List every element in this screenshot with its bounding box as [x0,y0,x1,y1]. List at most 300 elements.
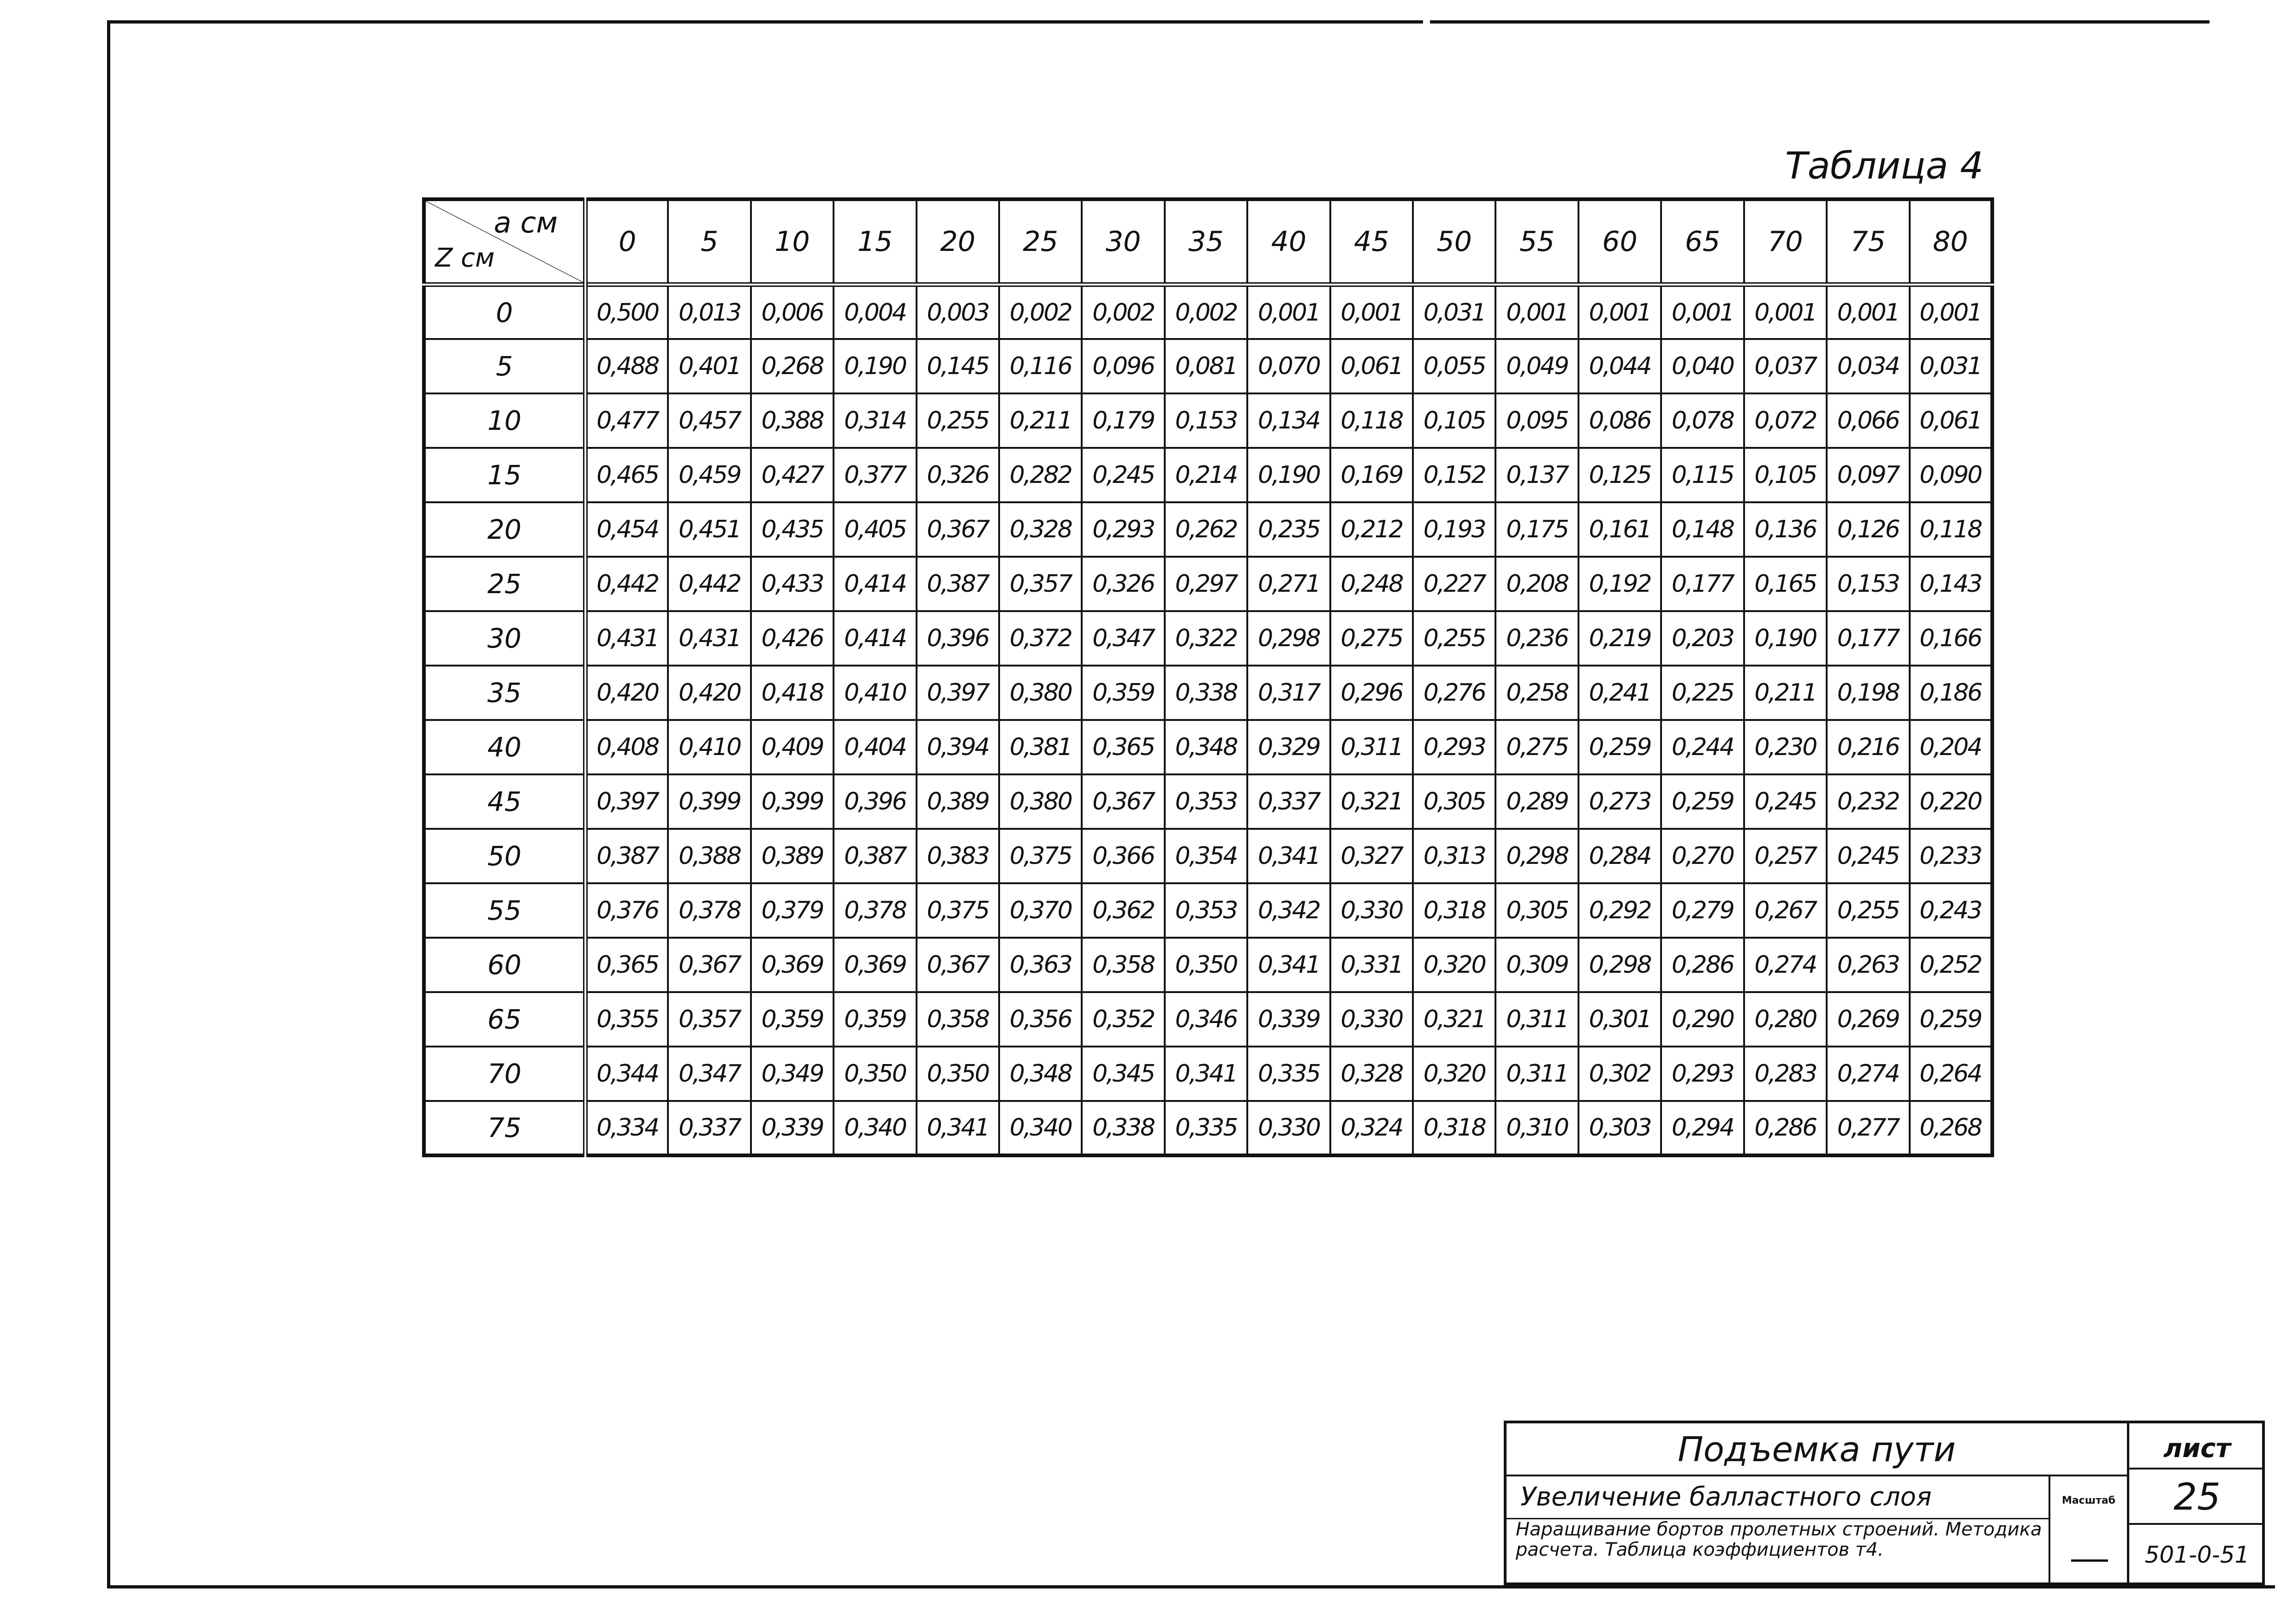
column-header: 35 [1165,199,1247,285]
table-cell: 0,276 [1413,666,1495,720]
table-label: Таблица 4 [1785,144,1983,187]
table-cell: 0,387 [585,829,668,883]
table-cell: 0,271 [1247,557,1330,611]
table-cell: 0,380 [999,774,1082,829]
table-cell: 0,389 [917,774,999,829]
row-header: 50 [424,829,585,883]
sheet-number: 25 [2129,1469,2265,1525]
table-cell: 0,329 [1247,720,1330,774]
table-cell: 0,311 [1495,1047,1578,1101]
table-row [424,557,1992,611]
table-cell: 0,353 [1165,883,1247,938]
table-cell: 0,340 [999,1101,1082,1155]
table-cell: 0,282 [999,448,1082,502]
table-cell: 0,055 [1413,339,1495,393]
table-cell: 0,408 [585,720,668,774]
table-cell: 0,442 [585,557,668,611]
table-cell: 0,275 [1495,720,1578,774]
table-cell: 0,317 [1247,666,1330,720]
column-header: 65 [1661,199,1744,285]
table-cell: 0,001 [1578,285,1661,339]
table-cell: 0,177 [1661,557,1744,611]
table-cell: 0,095 [1495,393,1578,448]
column-header: 45 [1330,199,1413,285]
table-cell: 0,321 [1330,774,1413,829]
frame-left-line [107,20,110,1588]
table-cell: 0,311 [1330,720,1413,774]
table-cell: 0,255 [1413,611,1495,666]
table-cell: 0,097 [1827,448,1909,502]
table-cell: 0,161 [1578,502,1661,557]
column-header: 5 [668,199,750,285]
table-cell: 0,274 [1744,938,1827,992]
table-cell: 0,381 [999,720,1082,774]
table-cell: 0,090 [1910,448,1993,502]
table-cell: 0,369 [751,938,834,992]
table-cell: 0,399 [751,774,834,829]
table-cell: 0,002 [999,285,1082,339]
table-cell: 0,418 [751,666,834,720]
title-block-sheet-cell [2129,1423,2265,1585]
table-cell: 0,070 [1247,339,1330,393]
table-cell: 0,326 [1082,557,1164,611]
table-cell: 0,367 [917,502,999,557]
table-cell: 0,320 [1413,938,1495,992]
table-cell: 0,136 [1744,502,1827,557]
table-cell: 0,310 [1495,1101,1578,1155]
title-block-description: Наращивание бортов пролетных строений. Методика расчета. Таблица коэффициентов т4. [1516,1519,2042,1560]
table-row [424,829,1992,883]
table-cell: 0,061 [1330,339,1413,393]
table-cell: 0,378 [668,883,750,938]
table-cell: 0,268 [751,339,834,393]
row-header: 25 [424,557,585,611]
table-cell: 0,214 [1165,448,1247,502]
table-cell: 0,353 [1165,774,1247,829]
table-row [424,774,1992,829]
column-header: 70 [1744,199,1827,285]
table-cell: 0,375 [999,829,1082,883]
table-cell: 0,330 [1247,1101,1330,1155]
table-cell: 0,341 [1247,829,1330,883]
table-cell: 0,257 [1744,829,1827,883]
table-cell: 0,219 [1578,611,1661,666]
scale-dash [2071,1559,2108,1562]
table-cell: 0,366 [1082,829,1164,883]
table-cell: 0,303 [1578,1101,1661,1155]
table-cell: 0,177 [1827,611,1909,666]
document-code: 501-0-51 [2144,1541,2250,1568]
table-cell: 0,004 [834,285,916,339]
table-cell: 0,334 [585,1101,668,1155]
table-cell: 0,433 [751,557,834,611]
table-cell: 0,280 [1744,992,1827,1047]
column-header: 0 [585,199,668,285]
table-cell: 0,031 [1413,285,1495,339]
table-cell: 0,001 [1744,285,1827,339]
table-cell: 0,125 [1578,448,1661,502]
column-header: 10 [751,199,834,285]
table-cell: 0,190 [1247,448,1330,502]
table-cell: 0,034 [1827,339,1909,393]
table-cell: 0,286 [1744,1101,1827,1155]
table-cell: 0,327 [1330,829,1413,883]
table-cell: 0,204 [1910,720,1993,774]
table-cell: 0,431 [668,611,750,666]
table-cell: 0,220 [1910,774,1993,829]
table-cell: 0,404 [834,720,916,774]
frame-bottom-line [107,1585,2275,1588]
column-header: 75 [1827,199,1909,285]
table-cell: 0,190 [1744,611,1827,666]
table-cell: 0,394 [917,720,999,774]
table-cell: 0,153 [1827,557,1909,611]
table-cell: 0,096 [1082,339,1164,393]
table-cell: 0,198 [1827,666,1909,720]
table-cell: 0,233 [1910,829,1993,883]
table-cell: 0,245 [1082,448,1164,502]
column-header: 15 [834,199,916,285]
table-cell: 0,387 [834,829,916,883]
table-row [424,992,1992,1047]
row-header: 35 [424,666,585,720]
table-cell: 0,286 [1661,938,1744,992]
table-cell: 0,001 [1910,285,1993,339]
table-cell: 0,410 [668,720,750,774]
table-cell: 0,335 [1247,1047,1330,1101]
table-cell: 0,355 [585,992,668,1047]
table-cell: 0,118 [1910,502,1993,557]
table-cell: 0,298 [1495,829,1578,883]
table-cell: 0,078 [1661,393,1744,448]
table-cell: 0,001 [1827,285,1909,339]
table-cell: 0,279 [1661,883,1744,938]
table-cell: 0,245 [1827,829,1909,883]
table-cell: 0,115 [1661,448,1744,502]
table-cell: 0,365 [1082,720,1164,774]
column-header: 20 [917,199,999,285]
table-cell: 0,341 [1247,938,1330,992]
table-cell: 0,293 [1413,720,1495,774]
table-cell: 0,166 [1910,611,1993,666]
table-cell: 0,352 [1082,992,1164,1047]
table-cell: 0,274 [1827,1047,1909,1101]
row-header: 60 [424,938,585,992]
table-cell: 0,348 [1165,720,1247,774]
table-cell: 0,269 [1827,992,1909,1047]
table-cell: 0,346 [1165,992,1247,1047]
table-cell: 0,477 [585,393,668,448]
row-header: 65 [424,992,585,1047]
table-cell: 0,263 [1827,938,1909,992]
table-cell: 0,401 [668,339,750,393]
coefficient-table [422,197,1994,1157]
table-cell: 0,259 [1578,720,1661,774]
table-cell: 0,354 [1165,829,1247,883]
row-header: 55 [424,883,585,938]
table-cell: 0,322 [1165,611,1247,666]
table-cell: 0,359 [751,992,834,1047]
row-header: 10 [424,393,585,448]
row-header: 75 [424,1101,585,1155]
table-cell: 0,118 [1330,393,1413,448]
table-cell: 0,350 [917,1047,999,1101]
table-cell: 0,370 [999,883,1082,938]
column-header: 25 [999,199,1082,285]
table-cell: 0,500 [585,285,668,339]
table-cell: 0,324 [1330,1101,1413,1155]
table-cell: 0,340 [834,1101,916,1155]
table-cell: 0,211 [999,393,1082,448]
table-cell: 0,296 [1330,666,1413,720]
table-cell: 0,006 [751,285,834,339]
table-cell: 0,284 [1578,829,1661,883]
table-cell: 0,347 [668,1047,750,1101]
table-cell: 0,339 [751,1101,834,1155]
table-cell: 0,255 [1827,883,1909,938]
table-cell: 0,001 [1661,285,1744,339]
table-cell: 0,293 [1082,502,1164,557]
sheet-label: лист [2129,1423,2265,1469]
table-cell: 0,165 [1744,557,1827,611]
table-cell: 0,378 [834,883,916,938]
table-cell: 0,305 [1495,883,1578,938]
table-cell: 0,259 [1910,992,1993,1047]
table-cell: 0,367 [917,938,999,992]
table-cell: 0,298 [1578,938,1661,992]
table-cell: 0,252 [1910,938,1993,992]
table-cell: 0,372 [999,611,1082,666]
table-cell: 0,255 [917,393,999,448]
table-cell: 0,396 [917,611,999,666]
table-cell: 0,328 [999,502,1082,557]
table-cell: 0,145 [917,339,999,393]
table-cell: 0,362 [1082,883,1164,938]
table-row [424,1047,1992,1101]
table-cell: 0,387 [917,557,999,611]
table-cell: 0,216 [1827,720,1909,774]
table-cell: 0,297 [1165,557,1247,611]
table-cell: 0,001 [1495,285,1578,339]
table-cell: 0,348 [999,1047,1082,1101]
table-row [424,339,1992,393]
title-block-subtitle: Увеличение балластного слоя [1520,1482,1932,1512]
table-cell: 0,066 [1827,393,1909,448]
table-cell: 0,414 [834,557,916,611]
table-cell: 0,081 [1165,339,1247,393]
table-cell: 0,465 [585,448,668,502]
table-cell: 0,277 [1827,1101,1909,1155]
table-cell: 0,314 [834,393,916,448]
scale-label: Масштаб [2061,1495,2116,1506]
table-cell: 0,134 [1247,393,1330,448]
table-cell: 0,357 [999,557,1082,611]
table-cell: 0,442 [668,557,750,611]
table-cell: 0,290 [1661,992,1744,1047]
table-cell: 0,293 [1661,1047,1744,1101]
table-cell: 0,302 [1578,1047,1661,1101]
table-cell: 0,349 [751,1047,834,1101]
table-cell: 0,339 [1247,992,1330,1047]
table-cell: 0,002 [1082,285,1164,339]
table-cell: 0,341 [917,1101,999,1155]
table-cell: 0,230 [1744,720,1827,774]
row-header: 15 [424,448,585,502]
table-cell: 0,105 [1744,448,1827,502]
table-cell: 0,013 [668,285,750,339]
table-cell: 0,245 [1744,774,1827,829]
column-header: 50 [1413,199,1495,285]
table-cell: 0,002 [1165,285,1247,339]
column-header: 60 [1578,199,1661,285]
table-cell: 0,001 [1247,285,1330,339]
frame-top-line-left [108,20,1423,24]
title-block-subtitle-cell [1507,1476,2049,1518]
table-cell: 0,152 [1413,448,1495,502]
table-cell: 0,193 [1413,502,1495,557]
corner-cell [424,199,585,285]
table-cell: 0,359 [834,992,916,1047]
table-cell: 0,488 [585,339,668,393]
table-cell: 0,347 [1082,611,1164,666]
table-cell: 0,044 [1578,339,1661,393]
table-cell: 0,049 [1495,339,1578,393]
title-block [1504,1421,2265,1585]
table-cell: 0,313 [1413,829,1495,883]
frame-top-line-right [1430,20,2210,24]
table-cell: 0,338 [1082,1101,1164,1155]
table-cell: 0,380 [999,666,1082,720]
table-cell: 0,248 [1330,557,1413,611]
table-row [424,938,1992,992]
table-cell: 0,203 [1661,611,1744,666]
table-cell: 0,414 [834,611,916,666]
table-cell: 0,350 [834,1047,916,1101]
table-cell: 0,357 [668,992,750,1047]
table-row [424,1101,1992,1155]
table-row [424,285,1992,339]
table-cell: 0,126 [1827,502,1909,557]
table-cell: 0,320 [1413,1047,1495,1101]
table-cell: 0,410 [834,666,916,720]
row-header: 30 [424,611,585,666]
table-cell: 0,061 [1910,393,1993,448]
table-cell: 0,186 [1910,666,1993,720]
table-cell: 0,298 [1247,611,1330,666]
table-cell: 0,367 [1082,774,1164,829]
table-cell: 0,318 [1413,1101,1495,1155]
table-cell: 0,359 [1082,666,1164,720]
table-cell: 0,311 [1495,992,1578,1047]
table-cell: 0,337 [1247,774,1330,829]
table-cell: 0,328 [1330,1047,1413,1101]
table-cell: 0,330 [1330,883,1413,938]
table-cell: 0,318 [1413,883,1495,938]
table-row [424,448,1992,502]
table-cell: 0,258 [1495,666,1578,720]
table-cell: 0,003 [917,285,999,339]
row-header: 20 [424,502,585,557]
table-cell: 0,338 [1165,666,1247,720]
table-row [424,883,1992,938]
table-body [424,285,1992,1155]
row-header: 5 [424,339,585,393]
table-cell: 0,420 [668,666,750,720]
table-cell: 0,383 [917,829,999,883]
table-cell: 0,409 [751,720,834,774]
table-cell: 0,267 [1744,883,1827,938]
table-cell: 0,342 [1247,883,1330,938]
table-cell: 0,275 [1330,611,1413,666]
table-cell: 0,305 [1413,774,1495,829]
column-header: 30 [1082,199,1164,285]
title-block-description-cell [1507,1518,2049,1585]
table-cell: 0,086 [1578,393,1661,448]
table-cell: 0,459 [668,448,750,502]
table-cell: 0,031 [1910,339,1993,393]
table-cell: 0,397 [917,666,999,720]
row-header: 45 [424,774,585,829]
table-cell: 0,241 [1578,666,1661,720]
row-axis-label: Z см [435,243,495,273]
table-cell: 0,137 [1495,448,1578,502]
table-cell: 0,350 [1165,938,1247,992]
table-cell: 0,399 [668,774,750,829]
table-cell: 0,331 [1330,938,1413,992]
table-cell: 0,420 [585,666,668,720]
table-cell: 0,169 [1330,448,1413,502]
table-cell: 0,345 [1082,1047,1164,1101]
title-block-scale-cell [2049,1476,2129,1585]
table-cell: 0,379 [751,883,834,938]
table-cell: 0,072 [1744,393,1827,448]
row-header: 0 [424,285,585,339]
table-cell: 0,337 [668,1101,750,1155]
column-axis-label: a см [494,206,558,239]
table-cell: 0,363 [999,938,1082,992]
table-cell: 0,211 [1744,666,1827,720]
table-cell: 0,116 [999,339,1082,393]
table-cell: 0,451 [668,502,750,557]
table-cell: 0,235 [1247,502,1330,557]
table-cell: 0,375 [917,883,999,938]
table-cell: 0,377 [834,448,916,502]
table-cell: 0,179 [1082,393,1164,448]
table-cell: 0,208 [1495,557,1578,611]
table-cell: 0,358 [1082,938,1164,992]
table-cell: 0,105 [1413,393,1495,448]
table-cell: 0,426 [751,611,834,666]
column-header: 80 [1910,199,1993,285]
header-row [424,199,1992,285]
table-cell: 0,376 [585,883,668,938]
table-cell: 0,341 [1165,1047,1247,1101]
table-cell: 0,040 [1661,339,1744,393]
table-row [424,611,1992,666]
table-cell: 0,389 [751,829,834,883]
row-header: 70 [424,1047,585,1101]
table-cell: 0,326 [917,448,999,502]
table-cell: 0,365 [585,938,668,992]
table-cell: 0,356 [999,992,1082,1047]
table-cell: 0,262 [1165,502,1247,557]
table-cell: 0,153 [1165,393,1247,448]
table-cell: 0,190 [834,339,916,393]
table-cell: 0,335 [1165,1101,1247,1155]
table-cell: 0,431 [585,611,668,666]
table-cell: 0,388 [668,829,750,883]
table-cell: 0,175 [1495,502,1578,557]
